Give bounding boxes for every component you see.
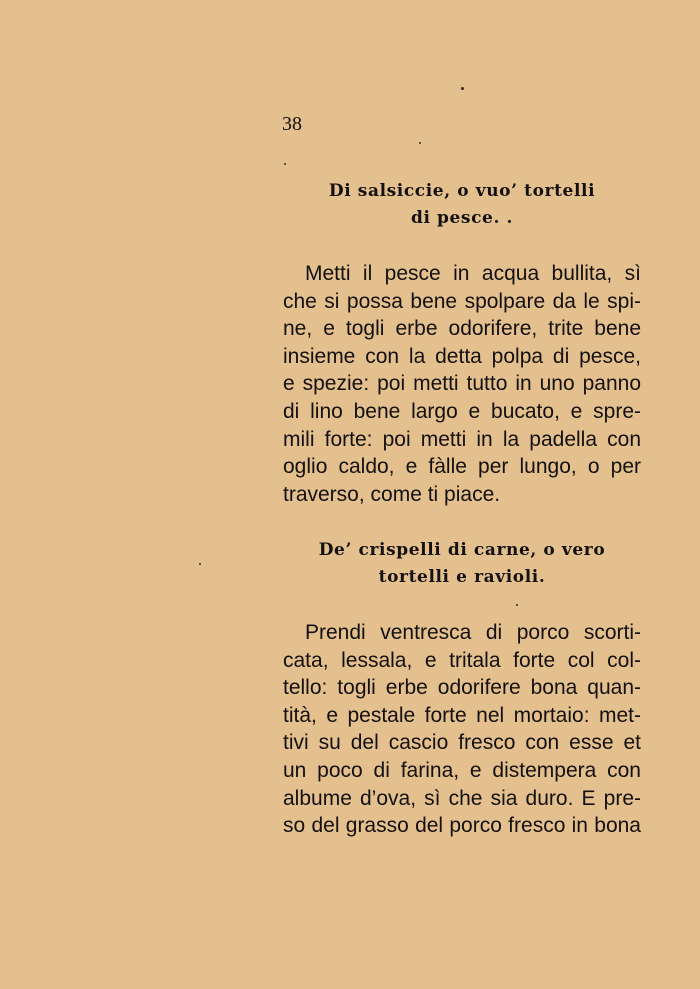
body-line: mili forte: poi metti in la padella con [283,427,641,451]
body-line: tità, e pestale forte nel mortaio: met- [283,703,641,727]
recipe-title-salsiccie [282,178,642,232]
body-line: so del grasso del porco fresco in bona [283,814,641,838]
recipe-title-line: tortelli e ravioli. [378,567,546,587]
page-number: 38 [282,113,302,135]
recipe-title-line: De’ crispelli di carne, o vero [318,540,606,560]
body-line: albume d’ova, sì che sia duro. E pre- [283,786,641,810]
body-line: cata, lessala, e tritala forte col col- [283,648,641,672]
body-line: traverso, come ti piace. [283,482,501,506]
body-line: Prendi ventresca di porco scorti- [305,621,641,644]
paper-speck [284,163,286,165]
body-line: tello: togli erbe odorifere bona quan- [283,676,641,700]
recipe-body-salsiccie [283,260,641,508]
paper-speck [516,604,518,606]
body-line: un poco di farina, e distempera con [283,758,641,782]
paper-speck [419,142,421,144]
body-line: ne, e togli erbe odorifere, trite bene [283,317,641,341]
paper-speck [461,87,464,90]
body-line: insieme con la detta polpa di pesce, [283,344,641,368]
body-line: che si possa bene spolpare da le spi- [283,289,641,313]
paper-speck [199,563,201,565]
body-line: oglio caldo, e fàlle per lungo, o per [283,455,641,479]
recipe-title-crispelli [282,537,642,591]
recipe-title-line: Di salsiccie, o vuo’ tortelli [328,181,596,201]
body-line: Metti il pesce in acqua bullita, sì [305,262,641,285]
recipe-body-crispelli [283,619,641,840]
body-line: e spezie: poi metti tutto in uno panno [283,372,641,396]
body-line: tivi su del cascio fresco con esse et [283,731,641,755]
body-line: di lino bene largo e bucato, e spre- [283,399,641,423]
recipe-title-line: di pesce. . [410,208,514,228]
